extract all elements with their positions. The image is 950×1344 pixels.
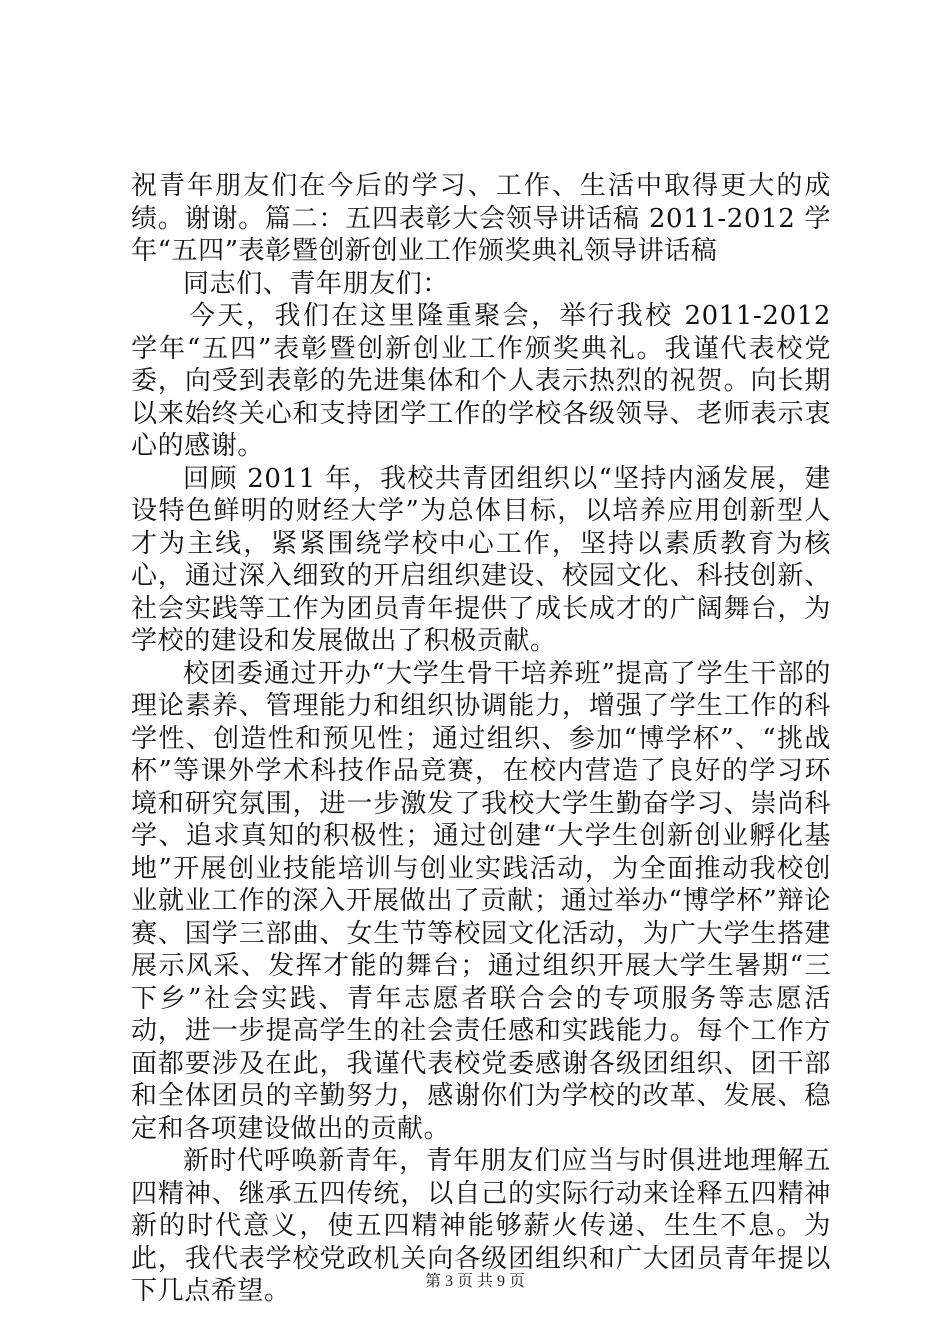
document-body (131, 170, 831, 1308)
paragraph-closing: 祝青年朋友们在今后的学习、工作、生活中取得更大的成绩。谢谢。篇二：五四表彰大会领导讲话稿 2011-2012 学年“五四”表彰暨创新创业工作颁奖典礼领导讲话稿 (131, 171, 831, 266)
paragraph-review: 回顾 2011 年，我校共青团组织以“坚持内涵发展，建设特色鲜明的财经大学”为总体目标，以培养应用创新型人才为主线，紧紧围绕学校中心工作，坚持以素质教育为核心，通过深入细致的开启组织建设、校园文化、科技创新、社会实践等工作为团员青年提供了成长成才的广阔舞台，为学校的建设和发展做出了积极贡献。 (131, 463, 831, 656)
page-footer: 第 3 页 共 9 页 (424, 1273, 525, 1290)
paragraph-opening: 今天，我们在这里隆重聚会，举行我校 2011-2012 学年“五四”表彰暨创新创业工作颁奖典礼。我谨代表校党委，向受到表彰的先进集体和个人表示热烈的祝贺。向长期以来始终关心和支持团学工作的学校各级领导、老师表示衷心的感谢。 (131, 301, 831, 461)
paragraph-achievements: 校团委通过开办“大学生骨干培养班”提高了学生干部的理论素养、管理能力和组织协调能力，增强了学生工作的科学性、创造性和预见性；通过组织、参加“博学杯”、“挑战杯”等课外学术科技作品竞赛，在校内营造了良好的学习环境和研究氛围，进一步激发了我校大学生勤奋学习、崇尚科学、追求真知的积极性；通过创建“大学生创新创业孵化基地”开展创业技能培训与创业实践活动，为全面推动我校创业就业工作的深入开展做出了贡献；通过举办“博学杯”辩论赛、国学三部曲、女生节等校园文化活动，为广大学生搭建展示风采、发挥才能的舞台；通过组织开展大学生暑期“三下乡”社会实践、青年志愿者联合会的专项服务等志愿活动，进一步提高学生的社会责任感和实践能力。每个工作方面都要涉及在此，我谨代表校党委感谢各级团组织、团干部和全体团员的辛勤努力，感谢你们为学校的改革、发展、稳定和各项建设做出的贡献。 (131, 658, 831, 1144)
paragraph-hopes: 新时代呼唤新青年，青年朋友们应当与时俱进地理解五四精神、继承五四传统，以自己的实际行动来诠释五四精神新的时代意义，使五四精神能够薪火传递、生生不息。为此，我代表学校党政机关向各级团组织和广大团员青年提以下几点希望。 (131, 1146, 831, 1306)
paragraph-salutation: 同志们、青年朋友们： (183, 268, 450, 299)
